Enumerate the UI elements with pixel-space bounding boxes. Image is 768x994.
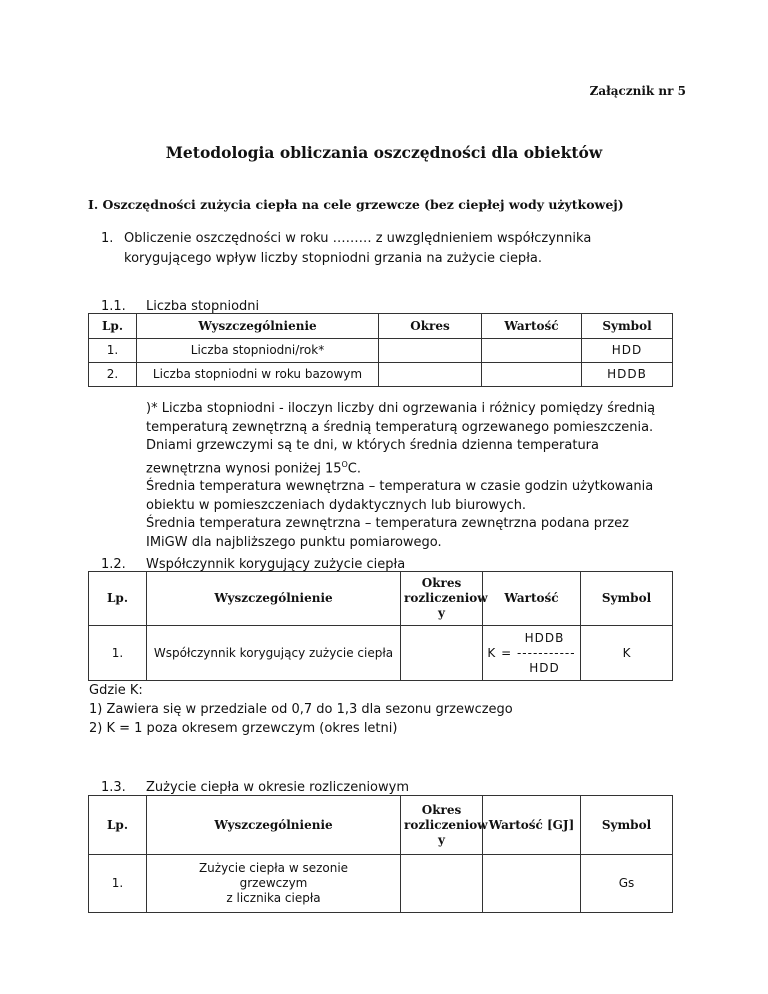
header-symbol: Symbol bbox=[582, 314, 673, 339]
header-value: Wartość bbox=[483, 572, 581, 626]
subheading-number: 1.1. bbox=[101, 299, 126, 314]
header-value: Wartość bbox=[482, 314, 582, 339]
subheading-title: Zużycie ciepła w okresie rozliczeniowym bbox=[146, 780, 409, 795]
cell-symbol: HDDB bbox=[582, 363, 673, 387]
footnote-line: IMiGW dla najbliższego punktu pomiarowego. bbox=[146, 534, 442, 550]
subheading-number: 1.2. bbox=[101, 557, 126, 572]
k-formula: HDDB K = ----------- HDD bbox=[487, 630, 576, 675]
table-row bbox=[89, 339, 673, 363]
header-lp: Lp. bbox=[89, 572, 147, 626]
subheading-title: Współczynnik korygujący zużycie ciepła bbox=[146, 557, 406, 572]
correction-factor-table bbox=[88, 571, 673, 681]
cell-period bbox=[401, 855, 483, 913]
cell-period bbox=[379, 339, 482, 363]
header-value: Wartość [GJ] bbox=[483, 796, 581, 855]
cell-period bbox=[379, 363, 482, 387]
header-lp: Lp. bbox=[89, 796, 147, 855]
footnote-line: obiektu w pomieszczeniach dydaktycznych lub biurowych. bbox=[146, 497, 527, 513]
table-header-row bbox=[89, 796, 673, 855]
footnote-line: zewnętrzna wynosi poniżej $15^OC$. bbox=[146, 459, 362, 476]
k-condition-item: 2) K = 1 poza okresem grzewczym (okres letni) bbox=[89, 721, 398, 736]
cell-lp: 1. bbox=[89, 855, 147, 913]
k-conditions bbox=[89, 681, 513, 738]
cell-value bbox=[482, 363, 582, 387]
degree-days-footnote bbox=[146, 400, 706, 552]
header-lp: Lp. bbox=[89, 314, 137, 339]
table-row bbox=[89, 363, 673, 387]
table-row bbox=[89, 855, 673, 913]
subheading-number: 1.3. bbox=[101, 780, 126, 795]
footnote-line: Dniami grzewczymi są te dni, w których średnia dzienna temperatura bbox=[146, 438, 599, 453]
header-period: Okres bbox=[379, 314, 482, 339]
degree-days-table bbox=[88, 313, 673, 387]
list-item-text: Obliczenie oszczędności w roku ……… z uwzględnieniem współczynnika korygującego wpływ liczby stopniodni grzania na zużycie ciepła. bbox=[124, 231, 592, 266]
heat-consumption-table bbox=[88, 795, 673, 913]
k-condition-item: 1) Zawiera się w przedziale od 0,7 do 1,3 dla sezonu grzewczego bbox=[89, 702, 513, 717]
header-symbol: Symbol bbox=[581, 796, 673, 855]
header-symbol: Symbol bbox=[581, 572, 673, 626]
header-period: Okres rozliczeniow y bbox=[401, 796, 483, 855]
subheading-title: Liczba stopniodni bbox=[146, 299, 260, 314]
page-title: Metodologia obliczania oszczędności dla obiektów bbox=[165, 143, 603, 162]
cell-symbol: K bbox=[581, 626, 673, 681]
header-description: Wyszczególnienie bbox=[137, 314, 379, 339]
cell-lp: 1. bbox=[89, 626, 147, 681]
section-heading: I. Oszczędności zużycia ciepła na cele grzewcze (bez ciepłej wody użytkowej) bbox=[88, 197, 624, 212]
footnote-line: )* Liczba stopniodni - iloczyn liczby dni ogrzewania i różnicy pomiędzy średnią bbox=[146, 401, 656, 416]
table-header-row bbox=[89, 314, 673, 339]
cell-period bbox=[401, 626, 483, 681]
cell-description: Zużycie ciepła w sezonie grzewczym z licznika ciepła bbox=[147, 855, 401, 913]
header-description: Wyszczególnienie bbox=[147, 572, 401, 626]
degree-symbol: O bbox=[341, 459, 348, 469]
cell-value bbox=[483, 855, 581, 913]
cell-lp: 1. bbox=[89, 339, 137, 363]
header-period: Okres rozliczeniow y bbox=[401, 572, 483, 626]
cell-symbol: Gs bbox=[581, 855, 673, 913]
list-item-number: 1. bbox=[101, 231, 114, 246]
annex-label: Załącznik nr 5 bbox=[589, 84, 686, 98]
cell-value bbox=[482, 339, 582, 363]
cell-description: Liczba stopniodni w roku bazowym bbox=[137, 363, 379, 387]
cell-formula bbox=[483, 626, 581, 681]
table-row bbox=[89, 626, 673, 681]
footnote-line: temperaturą zewnętrzną a średnią temperaturą ogrzewanego pomieszczenia. bbox=[146, 419, 654, 435]
cell-description: Liczba stopniodni/rok* bbox=[137, 339, 379, 363]
cell-symbol: HDD bbox=[582, 339, 673, 363]
k-conditions-intro: Gdzie K: bbox=[89, 683, 143, 698]
header-description: Wyszczególnienie bbox=[147, 796, 401, 855]
cell-lp: 2. bbox=[89, 363, 137, 387]
table-header-row bbox=[89, 572, 673, 626]
cell-description: Współczynnik korygujący zużycie ciepła bbox=[147, 626, 401, 681]
footnote-line: Średnia temperatura wewnętrzna – temperatura w czasie godzin użytkowania bbox=[146, 479, 654, 495]
footnote-line: Średnia temperatura zewnętrzna – temperatura zewnętrzna podana przez bbox=[146, 516, 629, 532]
